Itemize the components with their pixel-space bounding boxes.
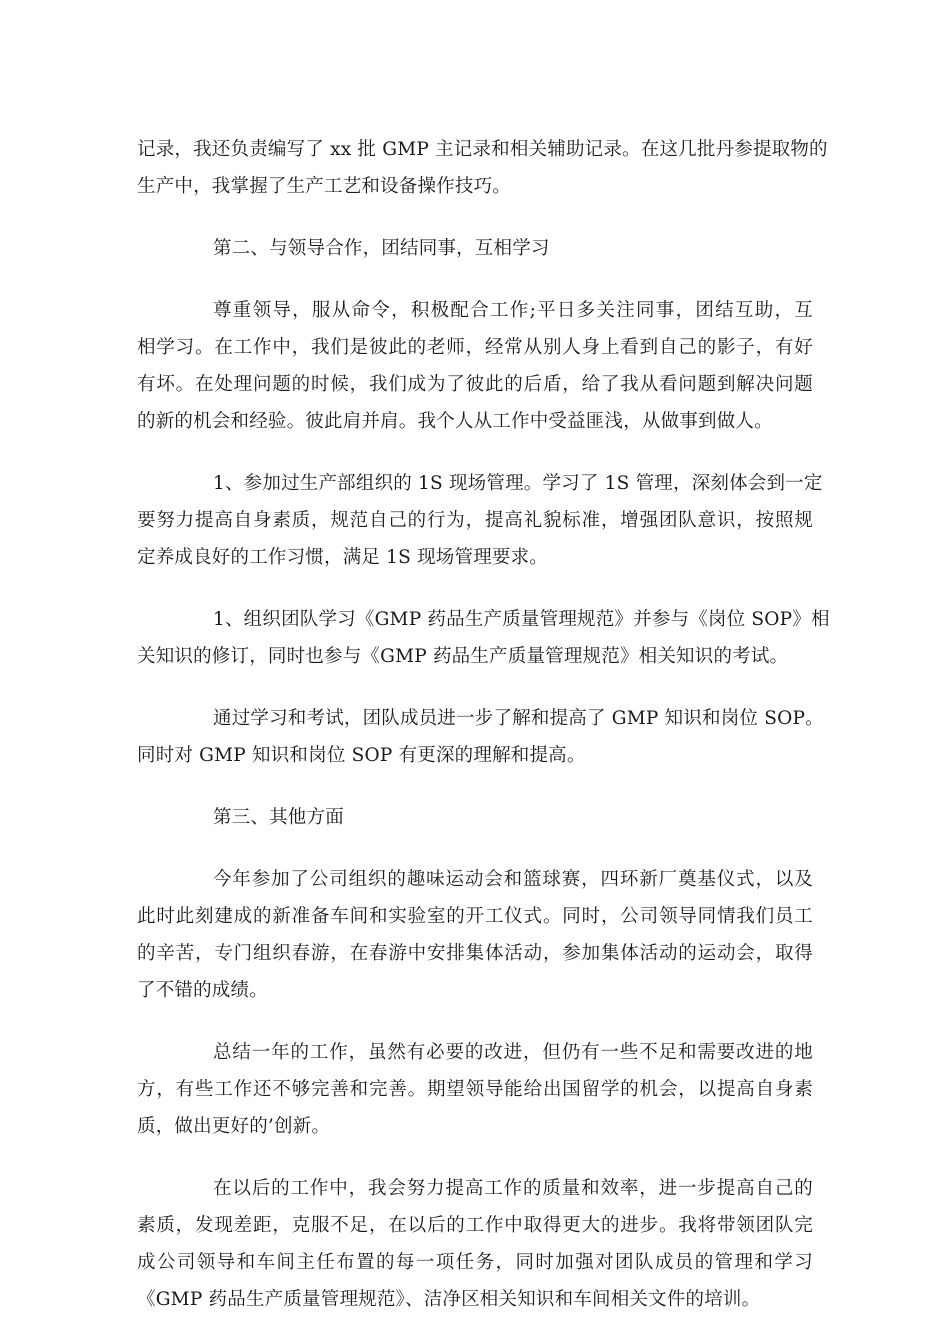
paragraph (137, 465, 823, 576)
paragraph (137, 799, 813, 836)
paragraph-line: 尊重领导，服从命令，积极配合工作;平日多关注同事，团结互助，互 (213, 300, 813, 321)
paragraph-line: 记录，我还负责编写了 xx 批 GMP 主记录和相关辅助记录。在这几批丹参提取物的 (137, 139, 828, 160)
paragraph-line: 今年参加了公司组织的趣味运动会和篮球赛，四环新厂奠基仪式，以及 (213, 869, 813, 890)
document-body (137, 131, 830, 1343)
paragraph-line: 的辛苦，专门组织春游，在春游中安排集体活动，参加集体活动的运动会，取得 (137, 943, 813, 964)
paragraph-line: 同时对 GMP 知识和岗位 SOP 有更深的理解和提高。 (137, 745, 586, 766)
paragraph (137, 700, 824, 774)
paragraph-line: 通过学习和考试，团队成员进一步了解和提高了 GMP 知识和岗位 SOP。 (213, 708, 824, 729)
paragraph (137, 1170, 813, 1318)
paragraph (137, 1034, 813, 1145)
paragraph-line: 1、组织团队学习《GMP 药品生产质量管理规范》并参与《岗位 SOP》相 (213, 609, 830, 630)
paragraph-line: 此时此刻建成的新准备车间和实验室的开工仪式。同时，公司领导同情我们员工 (137, 906, 813, 927)
paragraph-line: 定养成良好的工作习惯，满足 1S 现场管理要求。 (137, 547, 549, 568)
paragraph-line: 生产中，我掌握了生产工艺和设备操作技巧。 (137, 176, 512, 197)
paragraph-line: 关知识的修订，同时也参与《GMP 药品生产质量管理规范》相关知识的考试。 (137, 646, 789, 667)
paragraph (137, 861, 813, 1009)
paragraph-line: 1、参加过生产部组织的 1S 现场管理。学习了 1S 管理，深刻体会到一定 (213, 473, 823, 494)
paragraph-line: 《GMP 药品生产质量管理规范》、洁净区相关知识和车间相关文件的培训。 (137, 1289, 761, 1310)
paragraph-line: 成公司领导和车间主任布置的每一项任务，同时加强对团队成员的管理和学习 (137, 1252, 813, 1273)
paragraph (137, 131, 828, 205)
paragraph (137, 601, 830, 675)
paragraph-line: 的新的机会和经验。彼此肩并肩。我个人从工作中受益匪浅，从做事到做人。 (137, 411, 773, 432)
paragraph-line: 总结一年的工作，虽然有必要的改进，但仍有一些不足和需要改进的地 (213, 1042, 813, 1063)
paragraph-line: 相学习。在工作中，我们是彼此的老师，经常从别人身上看到自己的影子，有好 (137, 337, 813, 358)
paragraph-line: 了不错的成绩。 (137, 980, 268, 1001)
paragraph-line: 第三、其他方面 (213, 807, 344, 828)
paragraph-line: 在以后的工作中，我会努力提高工作的质量和效率，进一步提高自己的 (213, 1178, 813, 1199)
paragraph-line: 质，做出更好的’创新。 (137, 1116, 331, 1137)
paragraph-line: 第二、与领导合作，团结同事，互相学习 (213, 238, 550, 259)
paragraph-line: 要努力提高自身素质，规范自己的行为，提高礼貌标准，增强团队意识，按照规 (137, 510, 813, 531)
paragraph (137, 292, 813, 440)
paragraph (137, 230, 813, 267)
paragraph-line: 有坏。在处理问题的时候，我们成为了彼此的后盾，给了我从看问题到解决问题 (137, 374, 813, 395)
paragraph-line: 方，有些工作还不够完善和完善。期望领导能给出国留学的机会，以提高自身素 (137, 1079, 813, 1100)
paragraph-line: 素质，发现差距，克服不足，在以后的工作中取得更大的进步。我将带领团队完 (137, 1215, 813, 1236)
